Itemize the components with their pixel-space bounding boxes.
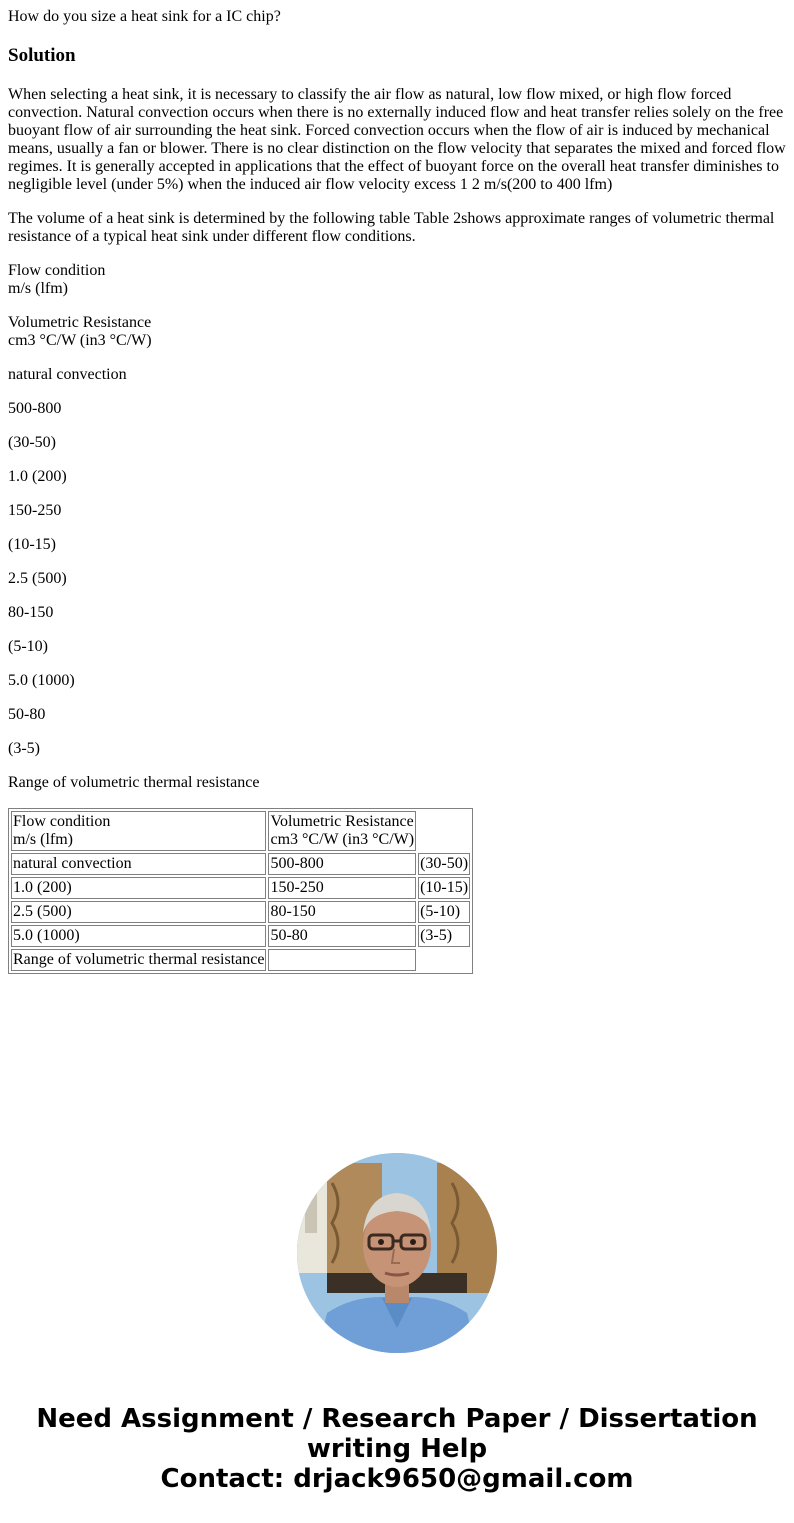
list-block: 500-800 [8,400,62,417]
table-caption-row [11,949,470,971]
header-line: Flow condition [13,813,111,830]
list-block: 5.0 (1000) [8,672,75,689]
table-row [11,901,470,923]
list-block [8,262,786,298]
header-line: m/s (lfm) [13,831,73,848]
author-avatar [297,1153,497,1353]
table-cell: (3-5) [418,925,470,947]
table-cell: 500-800 [268,853,416,875]
list-block-line: cm3 °C/W (in3 °C/W) [8,332,152,349]
question-text: How do you size a heat sink for a IC chip? [8,8,281,25]
list-block [8,314,786,350]
table-cell: 150-250 [268,877,416,899]
solution-heading: Solution [8,45,76,66]
table-cell: Range of volumetric thermal resistance [11,949,266,971]
table-cell: 80-150 [268,901,416,923]
list-block: 1.0 (200) [8,468,67,485]
table-cell: 1.0 (200) [11,877,266,899]
list-block-line: Flow condition [8,262,106,279]
list-block: natural convection [8,366,127,383]
table-row [11,853,470,875]
list-block: Range of volumetric thermal resistance [8,774,260,791]
table-header-cell [268,811,416,851]
list-block: 2.5 (500) [8,570,67,587]
header-line: Volumetric Resistance [270,813,414,830]
list-block: 50-80 [8,706,46,723]
table-cell: (5-10) [418,901,470,923]
author-portrait-image [297,1153,497,1353]
list-block-line: Volumetric Resistance [8,314,152,331]
table-cell: (10-15) [418,877,470,899]
paragraph-volume: The volume of a heat sink is determined by the following table Table 2shows approximate ranges of volumetric thermal resistance of a typical heat sink under different flow conditions. [8,210,775,245]
footer-line: Need Assignment / Research Paper / Dissertation [36,1404,758,1434]
footer-line: writing Help [306,1434,488,1464]
table-cell: 2.5 (500) [11,901,266,923]
table-cell: natural convection [11,853,266,875]
list-block: 80-150 [8,604,54,621]
footer-contact: Contact: drjack9650@gmail.com [160,1464,634,1494]
table-cell: 5.0 (1000) [11,925,266,947]
header-line: cm3 °C/W (in3 °C/W) [270,831,415,848]
list-block: (5-10) [8,638,48,655]
table-row [11,925,470,947]
list-block: (30-50) [8,434,56,451]
list-block: (3-5) [8,740,40,757]
list-block-line: m/s (lfm) [8,280,68,297]
table-cell: (30-50) [418,853,470,875]
table-header-row [11,811,470,851]
table-empty-cell [418,949,470,971]
list-block: (10-15) [8,536,56,553]
table-header-cell [11,811,266,851]
table-empty-cell [418,811,470,851]
table-row [11,877,470,899]
list-block: 150-250 [8,502,62,519]
paragraph-intro: When selecting a heat sink, it is necessary to classify the air flow as natural, low flow mixed, or high flow forced convection. Natural convection occurs when there is no externally induced flow and heat transfer relies solely on the free buoyant flow of air surrounding the heat sink. Forced convection occurs when the flow of air is induced by mechanical means, usually a fan or blower. There is no clear distinction on the flow velocity that separates the mixed and forced flow regimes. It is generally accepted in applications that the effect of buoyant force on the overall heat transfer diminishes to negligible level (under 5%) when the induced air flow velocity excess 1 2 m/s(200 to 400 lfm) [8,86,786,193]
table-blank-cell [268,949,416,971]
footer-banner [0,1404,794,1494]
table-cell: 50-80 [268,925,416,947]
resistance-table [8,808,473,974]
